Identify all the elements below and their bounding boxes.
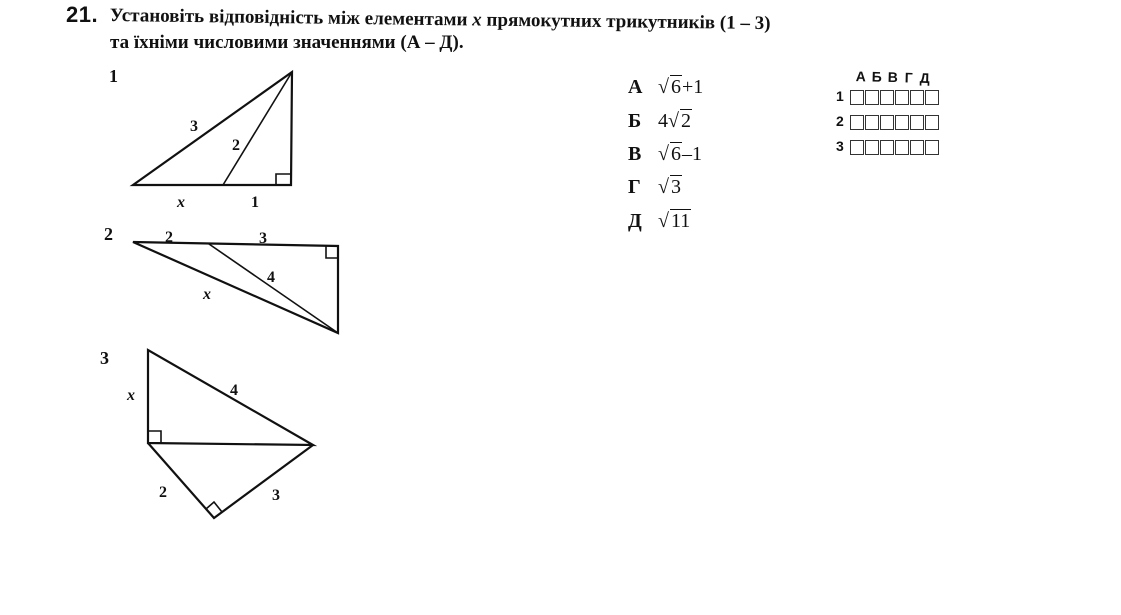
triangle-3-label-hyp: 4 (230, 382, 238, 399)
triangle-2-right-angle-mark (326, 246, 338, 258)
option-letter: В (628, 143, 642, 165)
triangle-3-number: 3 (100, 348, 109, 368)
triangle-2-label-top-left: 2 (165, 229, 173, 246)
option-v: В √ 6–1 (628, 143, 702, 165)
answer-checkbox[interactable] (910, 115, 924, 130)
triangle-2-label-hyp: x (203, 286, 211, 303)
option-letter: Г (628, 176, 641, 198)
triangle-3 (126, 350, 313, 518)
answer-checkbox[interactable] (850, 115, 864, 130)
triangle-1-outline (133, 72, 292, 185)
option-post: +1 (681, 76, 704, 98)
triangle-3-label-bottom-left: 2 (159, 484, 167, 501)
answer-checkbox[interactable] (925, 90, 939, 105)
answer-checkbox[interactable] (850, 90, 864, 105)
triangle-1 (133, 72, 292, 211)
grid-column-label: Б (871, 68, 883, 85)
answer-checkbox[interactable] (925, 115, 939, 130)
option-radicand: 6 (670, 143, 681, 165)
answer-grid-header (853, 68, 933, 88)
answer-checkbox[interactable] (910, 140, 924, 155)
answer-checkbox[interactable] (865, 115, 879, 130)
option-post: –1 (681, 143, 702, 165)
grid-column-label: Д (919, 69, 930, 87)
answer-checkbox[interactable] (880, 140, 894, 155)
grid-row-label: 1 (836, 88, 844, 104)
answer-checkbox[interactable] (880, 115, 894, 130)
triangle-3-label-leg: x (127, 387, 135, 404)
option-pre: 4 (658, 110, 668, 132)
answer-checkbox[interactable] (925, 140, 939, 155)
option-radicand: 3 (670, 176, 681, 198)
triangle-2-number: 2 (104, 224, 113, 244)
answer-checkbox[interactable] (895, 90, 909, 105)
triangle-2 (133, 229, 338, 333)
grid-column-label: В (887, 68, 899, 86)
triangle-3-lower-triangle (148, 443, 313, 518)
answer-checkbox[interactable] (865, 90, 879, 105)
triangle-1-label-seg: 2 (232, 137, 240, 154)
triangle-1-label-base: x (177, 194, 185, 211)
option-g: Г √ 3 (628, 176, 681, 198)
question-text-part1: Установіть відповідність між елементами (109, 5, 473, 31)
question-number: 21. (66, 2, 99, 27)
option-a: А √ 6+1 (628, 76, 704, 98)
grid-column-label: А (855, 68, 867, 85)
triangle-2-label-top-right: 3 (259, 230, 267, 247)
answer-checkbox[interactable] (865, 140, 879, 155)
grid-row-label: 2 (836, 113, 844, 129)
triangle-1-right-angle-mark (276, 174, 291, 185)
question-variable: x (472, 9, 482, 31)
option-radicand: 6 (670, 76, 681, 98)
triangle-1-number: 1 (109, 66, 118, 86)
triangle-1-segment (223, 72, 292, 185)
answer-grid-row-1 (836, 88, 940, 112)
triangle-2-segment (209, 244, 338, 333)
answer-grid-row-3 (836, 138, 940, 162)
option-d: Д √ 11 (628, 210, 691, 232)
triangle-1-label-side: 1 (251, 194, 259, 211)
answer-checkbox[interactable] (880, 90, 894, 105)
answer-checkbox[interactable] (895, 140, 909, 155)
question-text-part2: прямокутних трикутників (1 – 3) (481, 9, 771, 35)
grid-column-label: Г (904, 69, 913, 86)
option-radicand: 2 (680, 110, 691, 132)
triangle-3-label-bottom-right: 3 (272, 487, 280, 504)
answer-checkbox[interactable] (895, 115, 909, 130)
answer-checkbox[interactable] (850, 140, 864, 155)
question-text-line2: та їхніми числовими значеннями (А – Д). (110, 32, 464, 53)
triangle-3-right-angle-mark-top (148, 431, 161, 443)
option-letter: Д (628, 210, 642, 232)
option-b: Б 4√ 2 (628, 110, 691, 132)
triangle-2-label-seg: 4 (267, 269, 275, 286)
answer-grid-row-2 (836, 113, 940, 137)
triangle-2-outline (133, 242, 338, 333)
option-radicand: 11 (670, 210, 691, 232)
grid-row-label: 3 (836, 138, 844, 154)
option-letter: А (628, 76, 643, 98)
triangle-1-label-hyp: 3 (190, 118, 198, 135)
answer-checkbox[interactable] (910, 90, 924, 105)
option-letter: Б (628, 110, 642, 132)
